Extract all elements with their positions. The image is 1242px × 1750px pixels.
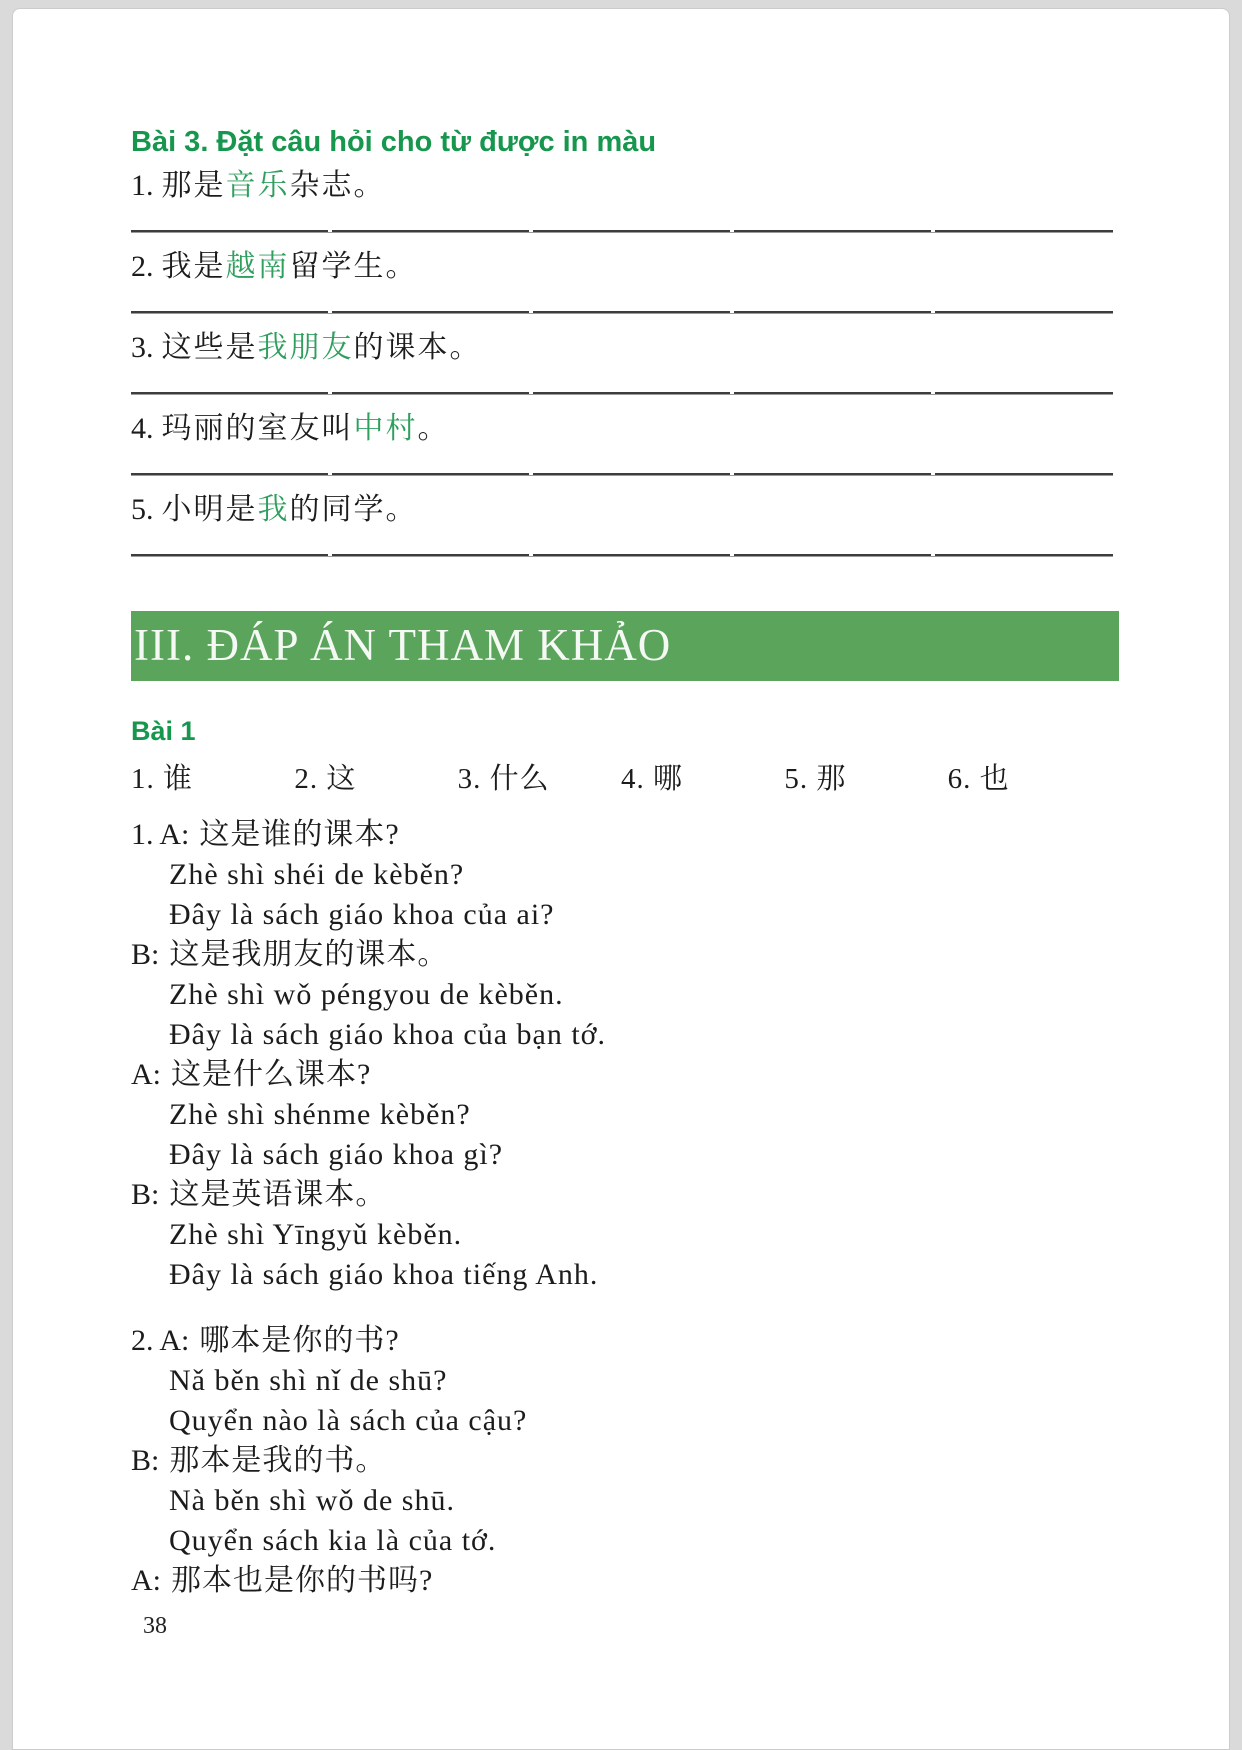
quick-answer: 3. 什么 — [457, 763, 550, 795]
dialog-text: Zhè shì wǒ péngyou de kèběn. — [169, 978, 564, 1011]
sentence-part-before: 那是 — [161, 169, 226, 202]
dialog-text: Quyển nào là sách của cậu? — [169, 1404, 528, 1437]
speaker-label: 2. A: — [131, 1324, 190, 1357]
dialog-2 — [131, 1321, 1111, 1601]
sentence-part-before: 玛丽的室友叫 — [161, 412, 354, 445]
dialog-text: 哪本是你的书? — [199, 1324, 400, 1357]
speaker-label: B: — [131, 1178, 160, 1211]
dialog-text: Quyển sách kia là của tớ. — [169, 1524, 497, 1557]
answer-blank-line — [131, 554, 1113, 557]
dialog-line — [131, 895, 1111, 935]
sentence-part-after: 杂志。 — [289, 169, 386, 202]
quick-answers-row — [131, 756, 1111, 795]
dialog-line — [131, 1521, 1111, 1561]
answer-blank-line — [131, 473, 1113, 476]
dialog-text: Đây là sách giáo khoa tiếng Anh. — [169, 1258, 599, 1291]
answer-blank-line — [131, 392, 1113, 395]
sentence-part-before: 我是 — [161, 250, 226, 283]
sentence-part-after: 的课本。 — [353, 331, 482, 364]
speaker-label: 1. A: — [131, 818, 190, 851]
dialog-line — [131, 1481, 1111, 1521]
dialog-line — [131, 1561, 1111, 1601]
dialog-text: 那本是我的书。 — [169, 1444, 387, 1477]
dialog-line — [131, 1135, 1111, 1175]
sentence-highlighted-word: 我朋友 — [257, 331, 354, 364]
item-number: 4. — [131, 412, 154, 445]
document-page — [12, 8, 1230, 1750]
quick-answer: 2. 这 — [294, 763, 357, 795]
sentence-highlighted-word: 中村 — [353, 412, 418, 445]
exercise-item — [131, 168, 1111, 233]
item-number: 5. — [131, 493, 154, 526]
exercise-sentence — [131, 330, 1111, 392]
dialog-1 — [131, 815, 1111, 1295]
exercise-item — [131, 492, 1111, 557]
exercise-3-items — [131, 168, 1111, 557]
dialog-line — [131, 935, 1111, 975]
exercise-item — [131, 249, 1111, 314]
speaker-label: A: — [131, 1564, 161, 1597]
sentence-part-after: 的同学。 — [289, 493, 418, 526]
sentence-highlighted-word: 越南 — [225, 250, 290, 283]
exercise-sentence — [131, 492, 1111, 554]
dialog-text: Đây là sách giáo khoa của ai? — [169, 898, 555, 931]
item-number: 3. — [131, 331, 154, 364]
item-number: 2. — [131, 250, 154, 283]
dialog-text: 这是英语课本。 — [169, 1178, 387, 1211]
dialog-line — [131, 1441, 1111, 1481]
speaker-label: B: — [131, 1444, 160, 1477]
dialog-text: Nǎ běn shì nǐ de shū? — [169, 1364, 448, 1397]
quick-answer: 5. 那 — [784, 763, 847, 795]
sentence-part-before: 小明是 — [161, 493, 258, 526]
quick-answer: 1. 谁 — [131, 763, 194, 795]
dialog-text: 这是什么课本? — [171, 1058, 372, 1091]
dialog-line — [131, 1055, 1111, 1095]
dialog-text: 这是谁的课本? — [199, 818, 400, 851]
speaker-label: A: — [131, 1058, 161, 1091]
exercise-item — [131, 411, 1111, 476]
dialog-line — [131, 815, 1111, 855]
dialog-line — [131, 1015, 1111, 1055]
dialog-line — [131, 1401, 1111, 1441]
exercise-sentence — [131, 411, 1111, 473]
exercise-3-title: Bài 3. Đặt câu hỏi cho từ được in màu — [131, 126, 657, 158]
quick-answer: 6. 也 — [947, 763, 1010, 795]
exercise-sentence — [131, 249, 1111, 311]
answer-blank-line — [131, 230, 1113, 233]
sentence-part-after: 。 — [417, 412, 450, 445]
dialog-text: Zhè shì shénme kèběn? — [169, 1098, 471, 1131]
sentence-highlighted-word: 音乐 — [225, 169, 290, 202]
dialog-line — [131, 855, 1111, 895]
item-number: 1. — [131, 169, 154, 202]
dialog-line — [131, 1095, 1111, 1135]
quick-answer: 4. 哪 — [620, 763, 683, 795]
exercise-sentence — [131, 168, 1111, 230]
speaker-label: B: — [131, 938, 160, 971]
dialog-line — [131, 1255, 1111, 1295]
dialog-line — [131, 1361, 1111, 1401]
page-content — [13, 9, 1229, 1640]
dialog-line — [131, 1215, 1111, 1255]
dialog-line — [131, 1321, 1111, 1361]
dialog-text: Đây là sách giáo khoa gì? — [169, 1138, 504, 1171]
answer-blank-line — [131, 311, 1113, 314]
dialog-text: Zhè shì shéi de kèběn? — [169, 858, 465, 891]
sentence-highlighted-word: 我 — [257, 493, 290, 526]
dialog-line — [131, 975, 1111, 1015]
dialog-text: 那本也是你的书吗? — [171, 1564, 434, 1597]
dialog-text: 这是我朋友的课本。 — [169, 938, 449, 971]
dialog-text: Nà běn shì wǒ de shū. — [169, 1484, 455, 1517]
dialog-text: Đây là sách giáo khoa của bạn tớ. — [169, 1018, 607, 1051]
exercise-item — [131, 330, 1111, 395]
bai-1-heading: Bài 1 — [131, 716, 196, 746]
sentence-part-before: 这些是 — [161, 331, 258, 364]
dialog-text: Zhè shì Yīngyǔ kèběn. — [169, 1218, 463, 1251]
page-number: 38 — [143, 1613, 167, 1639]
dialog-line — [131, 1175, 1111, 1215]
sentence-part-after: 留学生。 — [289, 250, 418, 283]
section-banner: III. ĐÁP ÁN THAM KHẢO — [131, 611, 1119, 681]
